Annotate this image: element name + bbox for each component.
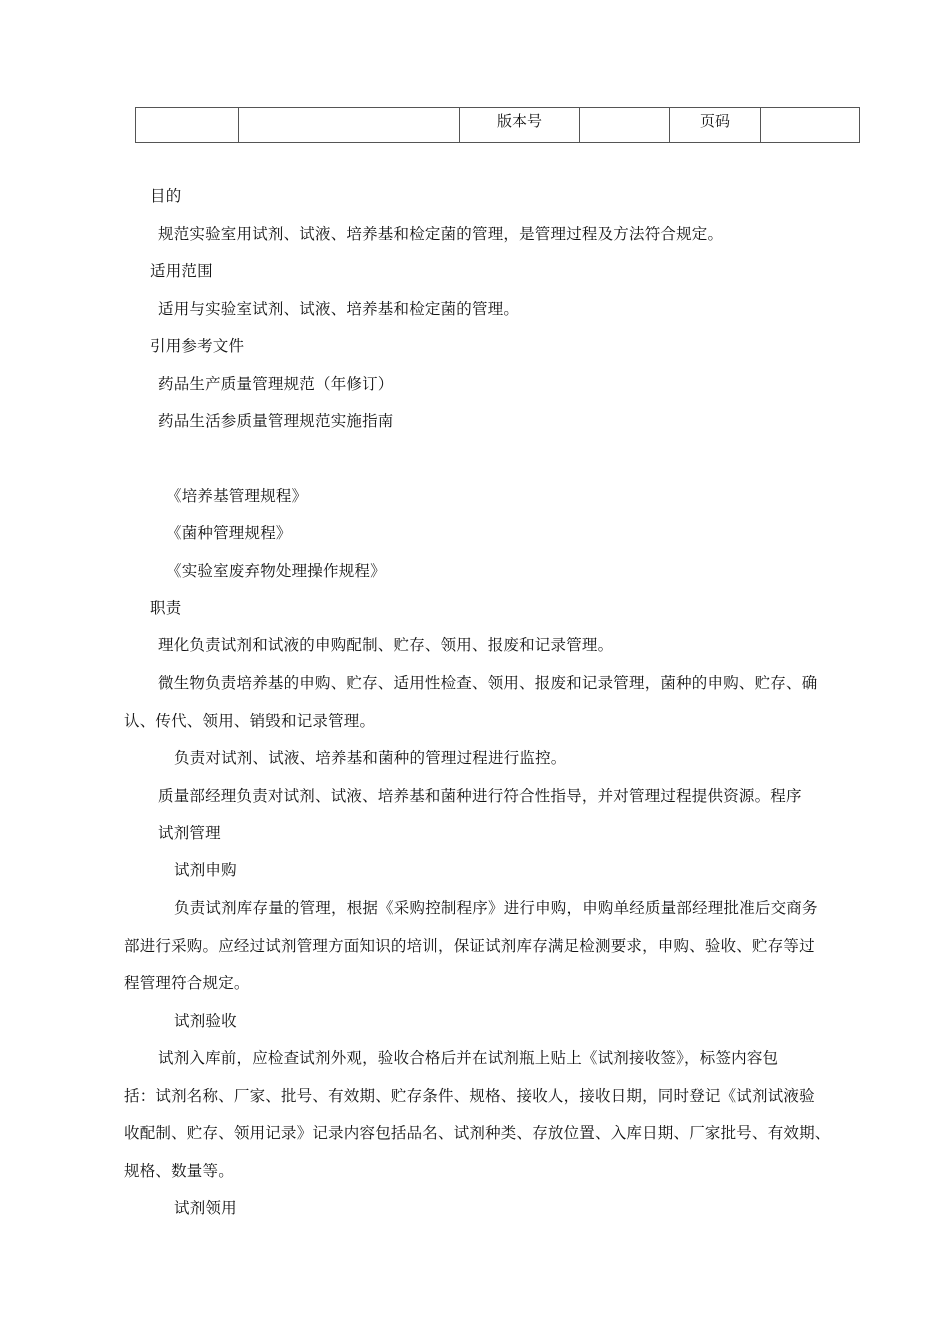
scope-heading: 适用范围 [150, 262, 213, 280]
version-value [580, 108, 670, 143]
page-value [761, 108, 860, 143]
acceptance-paragraph-line: 试剂入库前，应检查试剂外观，验收合格后并在试剂瓶上贴上《试剂接收签》，标签内容包 [158, 1049, 779, 1067]
references-heading: 引用参考文件 [150, 337, 245, 355]
purchase-paragraph-line: 部进行采购。应经过试剂管理方面知识的培训，保证试剂库存满足检测要求，申购、验收、贮存等过 [124, 937, 815, 955]
reagent-acceptance-heading: 试剂验收 [174, 1012, 237, 1030]
duty-item: 理化负责试剂和试液的申购配制、贮存、领用、报废和记录管理。 [158, 636, 614, 654]
reference-item: 《培养基管理规程》 [166, 487, 308, 505]
acceptance-paragraph-line: 括：试剂名称、厂家、批号、有效期、贮存条件、规格、接收人，接收日期，同时登记《试剂试液验 [124, 1087, 815, 1105]
scope-text: 适用与实验室试剂、试液、培养基和检定菌的管理。 [158, 300, 520, 318]
reagent-management-heading: 试剂管理 [158, 824, 221, 842]
version-label: 版本号 [460, 108, 580, 143]
acceptance-paragraph-line: 收配制、贮存、领用记录》记录内容包括品名、试剂种类、存放位置、入库日期、厂家批号、有效期、 [124, 1124, 831, 1142]
duty-item: 微生物负责培养基的申购、贮存、适用性检查、领用、报废和记录管理，菌种的申购、贮存、确 [158, 674, 818, 692]
duties-heading: 职责 [150, 599, 182, 617]
purchase-paragraph-line: 程管理符合规定。 [124, 974, 250, 992]
header-cell-blank-1 [136, 108, 239, 143]
document-header-table [135, 107, 860, 143]
reference-item: 《实验室废弃物处理操作规程》 [166, 562, 386, 580]
acceptance-paragraph-line: 规格、数量等。 [124, 1162, 234, 1180]
reagent-purchase-heading: 试剂申购 [174, 861, 237, 879]
page-label: 页码 [670, 108, 761, 143]
purpose-heading: 目的 [150, 187, 182, 205]
header-cell-blank-2 [239, 108, 460, 143]
purpose-text: 规范实验室用试剂、试液、培养基和检定菌的管理，是管理过程及方法符合规定。 [158, 225, 724, 243]
duty-item: 质量部经理负责对试剂、试液、培养基和菌种进行符合性指导，并对管理过程提供资源。程序 [158, 787, 802, 805]
duty-item: 负责对试剂、试液、培养基和菌种的管理过程进行监控。 [174, 749, 567, 767]
duty-item-continuation: 认、传代、领用、销毁和记录管理。 [124, 712, 376, 730]
reference-item: 《菌种管理规程》 [166, 524, 292, 542]
header-row [136, 108, 860, 143]
reference-item: 药品生活参质量管理规范实施指南 [158, 412, 394, 430]
purchase-paragraph-line: 负责试剂库存量的管理，根据《采购控制程序》进行申购，申购单经质量部经理批准后交商务 [174, 899, 818, 917]
reference-item: 药品生产质量管理规范（年修订） [158, 375, 394, 393]
reagent-use-heading: 试剂领用 [174, 1199, 237, 1217]
